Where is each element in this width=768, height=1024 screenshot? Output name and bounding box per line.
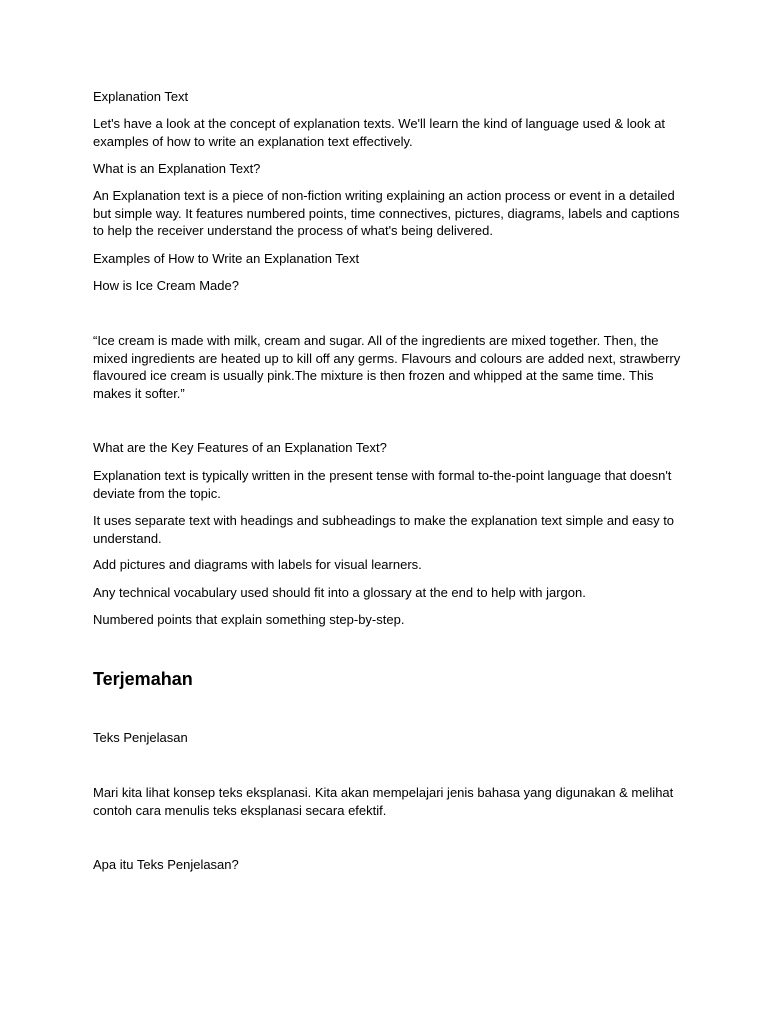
translation-heading: Terjemahan (93, 669, 193, 689)
feature-item: It uses separate text with headings and subheadings to make the explanation text simple and easy to understand. (93, 513, 675, 546)
translation-intro: Mari kita lihat konsep teks eksplanasi. Kita akan mempelajari jenis bahasa yang digunakan & melihat contoh cara menulis teks eksplanasi secara efektif. (93, 785, 674, 818)
feature-item: Add pictures and diagrams with labels for visual learners. (93, 557, 422, 572)
intro-paragraph: Let's have a look at the concept of explanation texts. We'll learn the kind of language used & look at examples of how to write an explanation text effectively. (93, 116, 666, 149)
translation-question: Apa itu Teks Penjelasan? (93, 857, 239, 872)
feature-item: Any technical vocabulary used should fit into a glossary at the end to help with jargon. (93, 585, 586, 600)
ice-cream-question: How is Ice Cream Made? (93, 278, 239, 293)
feature-item: Numbered points that explain something step-by-step. (93, 612, 405, 627)
ice-cream-quote: “Ice cream is made with milk, cream and sugar. All of the ingredients are mixed together. Then, the mixed ingredients are heated up to kill off any germs. Flavours and colours are added next, strawberry flavoured ice cream is usually pink.The mixture is then frozen and whipped at the same time. This makes it softer.” (93, 333, 681, 401)
features-heading: What are the Key Features of an Explanation Text? (93, 440, 387, 455)
feature-item: Explanation text is typically written in the present tense with formal to-the-point language that doesn't deviate from the topic. (93, 468, 672, 501)
question-what-is: What is an Explanation Text? (93, 161, 261, 176)
definition-paragraph: An Explanation text is a piece of non-fiction writing explaining an action process or event in a detailed but simple way. It features numbered points, time connectives, pictures, diagrams, labels and captions to help the receiver understand the process of what's being delivered. (93, 188, 680, 238)
translation-title: Teks Penjelasan (93, 730, 188, 745)
examples-heading: Examples of How to Write an Explanation Text (93, 251, 360, 266)
document-title: Explanation Text (93, 89, 189, 104)
